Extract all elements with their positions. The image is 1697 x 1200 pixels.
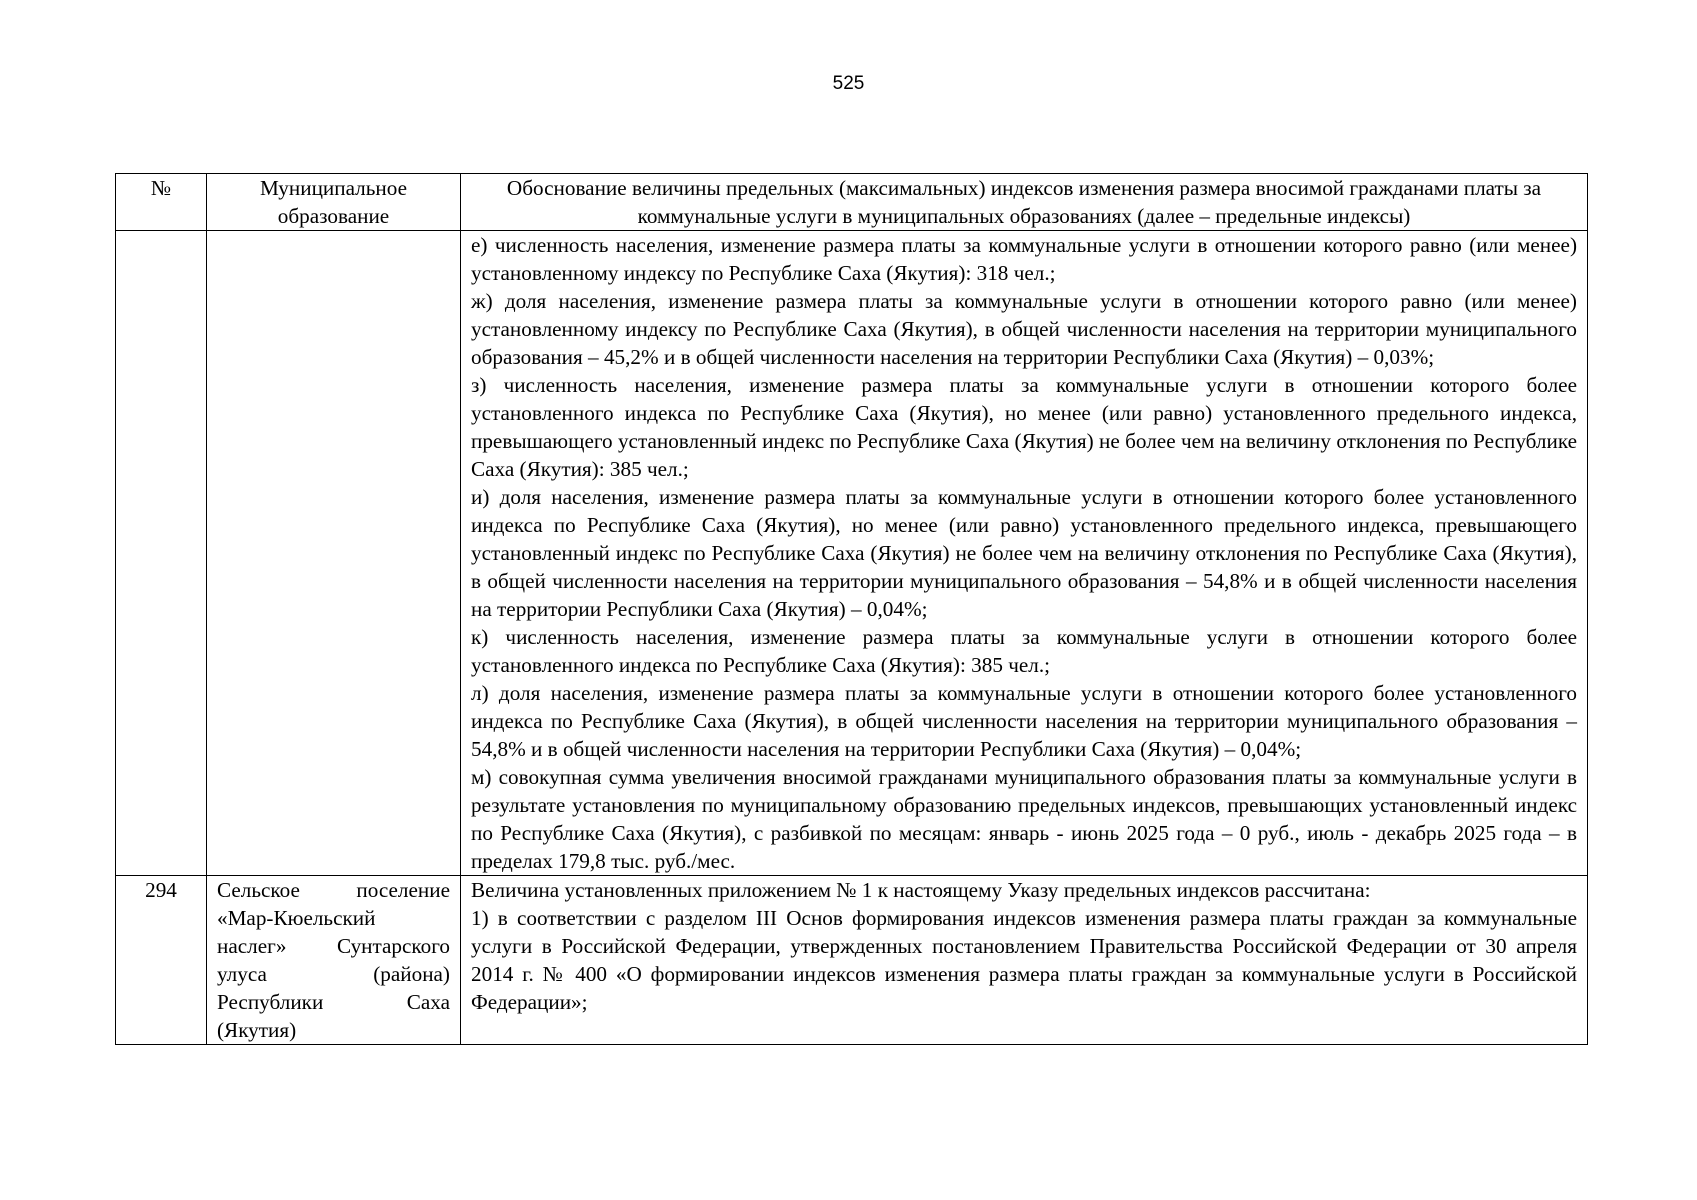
page-number: 525 bbox=[832, 73, 865, 94]
row-number: 294 bbox=[116, 876, 207, 1045]
index-justification-table bbox=[115, 173, 1588, 1045]
paragraph-k: к) численность населения, изменение размера платы за коммунальные услуги в отношении которого более установленного индекса по Республике Саха (Якутия): 385 чел.; bbox=[471, 625, 1577, 677]
table-row bbox=[116, 231, 1588, 876]
row-justification bbox=[461, 876, 1588, 1045]
paragraph-1: 1) в соответствии с разделом III Основ формирования индексов изменения размера платы граждан за коммунальные услуги в Российской Федерации, утвержденных постановлением Правительства Российской Федерации от 30 апреля 2014 г. № 400 «О формировании индексов изменения размера платы граждан за коммунальные услуги в Российской Федерации»; bbox=[471, 906, 1577, 1014]
header-justification: Обоснование величины предельных (максимальных) индексов изменения размера вносимой гражданами платы за коммунальные услуги в муниципальных образованиях (далее – предельные индексы) bbox=[461, 174, 1588, 231]
paragraph-i: и) доля населения, изменение размера платы за коммунальные услуги в отношении которого более установленного индекса по Республике Саха (Якутия), но менее (или равно) установленного предельного индекса, превышающего установленный индекс по Республике Саха (Якутия) не более чем на величину отклонения по Республике Саха (Якутия), в общей численности населения на территории муниципального образования – 54,8% и в общей численности населения на территории Республики Саха (Якутия) – 0,04%; bbox=[471, 485, 1577, 621]
row-justification bbox=[461, 231, 1588, 876]
header-municipality: Муниципальное образование bbox=[207, 174, 461, 231]
paragraph-z: з) численность населения, изменение размера платы за коммунальные услуги в отношении которого более установленного индекса по Республике Саха (Якутия), но менее (или равно) установленного предельного индекса, превышающего установленный индекс по Республике Саха (Якутия) не более чем на величину отклонения по Республике Саха (Якутия): 385 чел.; bbox=[471, 373, 1577, 481]
table-header-row bbox=[116, 174, 1588, 231]
row-number bbox=[116, 231, 207, 876]
paragraph-m: м) совокупная сумма увеличения вносимой гражданами муниципального образования платы за коммунальные услуги в результате установления по муниципальному образованию предельных индексов, превышающих установленный индекс по Республике Саха (Якутия), с разбивкой по месяцам: январь - июнь 2025 года – 0 руб., июль - декабрь 2025 года – в пределах 179,8 тыс. руб./мес. bbox=[471, 765, 1577, 873]
paragraph-intro: Величина установленных приложением № 1 к настоящему Указу предельных индексов рассчитана: bbox=[471, 878, 1371, 902]
header-number: № bbox=[116, 174, 207, 231]
row-municipality: Сельское поселение «Мар-Кюельский наслег» Сунтарского улуса (района) Республики Саха (Якутия) bbox=[207, 876, 461, 1045]
paragraph-zh: ж) доля населения, изменение размера платы за коммунальные услуги в отношении которого равно (или менее) установленному индексу по Республике Саха (Якутия), в общей численности населения на территории муниципального образования – 45,2% и в общей численности населения на территории Республики Саха (Якутия) – 0,03%; bbox=[471, 289, 1577, 369]
paragraph-e: е) численность населения, изменение размера платы за коммунальные услуги в отношении которого равно (или менее) установленному индексу по Республике Саха (Якутия): 318 чел.; bbox=[471, 233, 1577, 285]
table-row bbox=[116, 876, 1588, 1045]
paragraph-l: л) доля населения, изменение размера платы за коммунальные услуги в отношении которого более установленного индекса по Республике Саха (Якутия), в общей численности населения на территории муниципального образования – 54,8% и в общей численности населения на территории Республики Саха (Якутия) – 0,04%; bbox=[471, 681, 1577, 761]
row-municipality bbox=[207, 231, 461, 876]
